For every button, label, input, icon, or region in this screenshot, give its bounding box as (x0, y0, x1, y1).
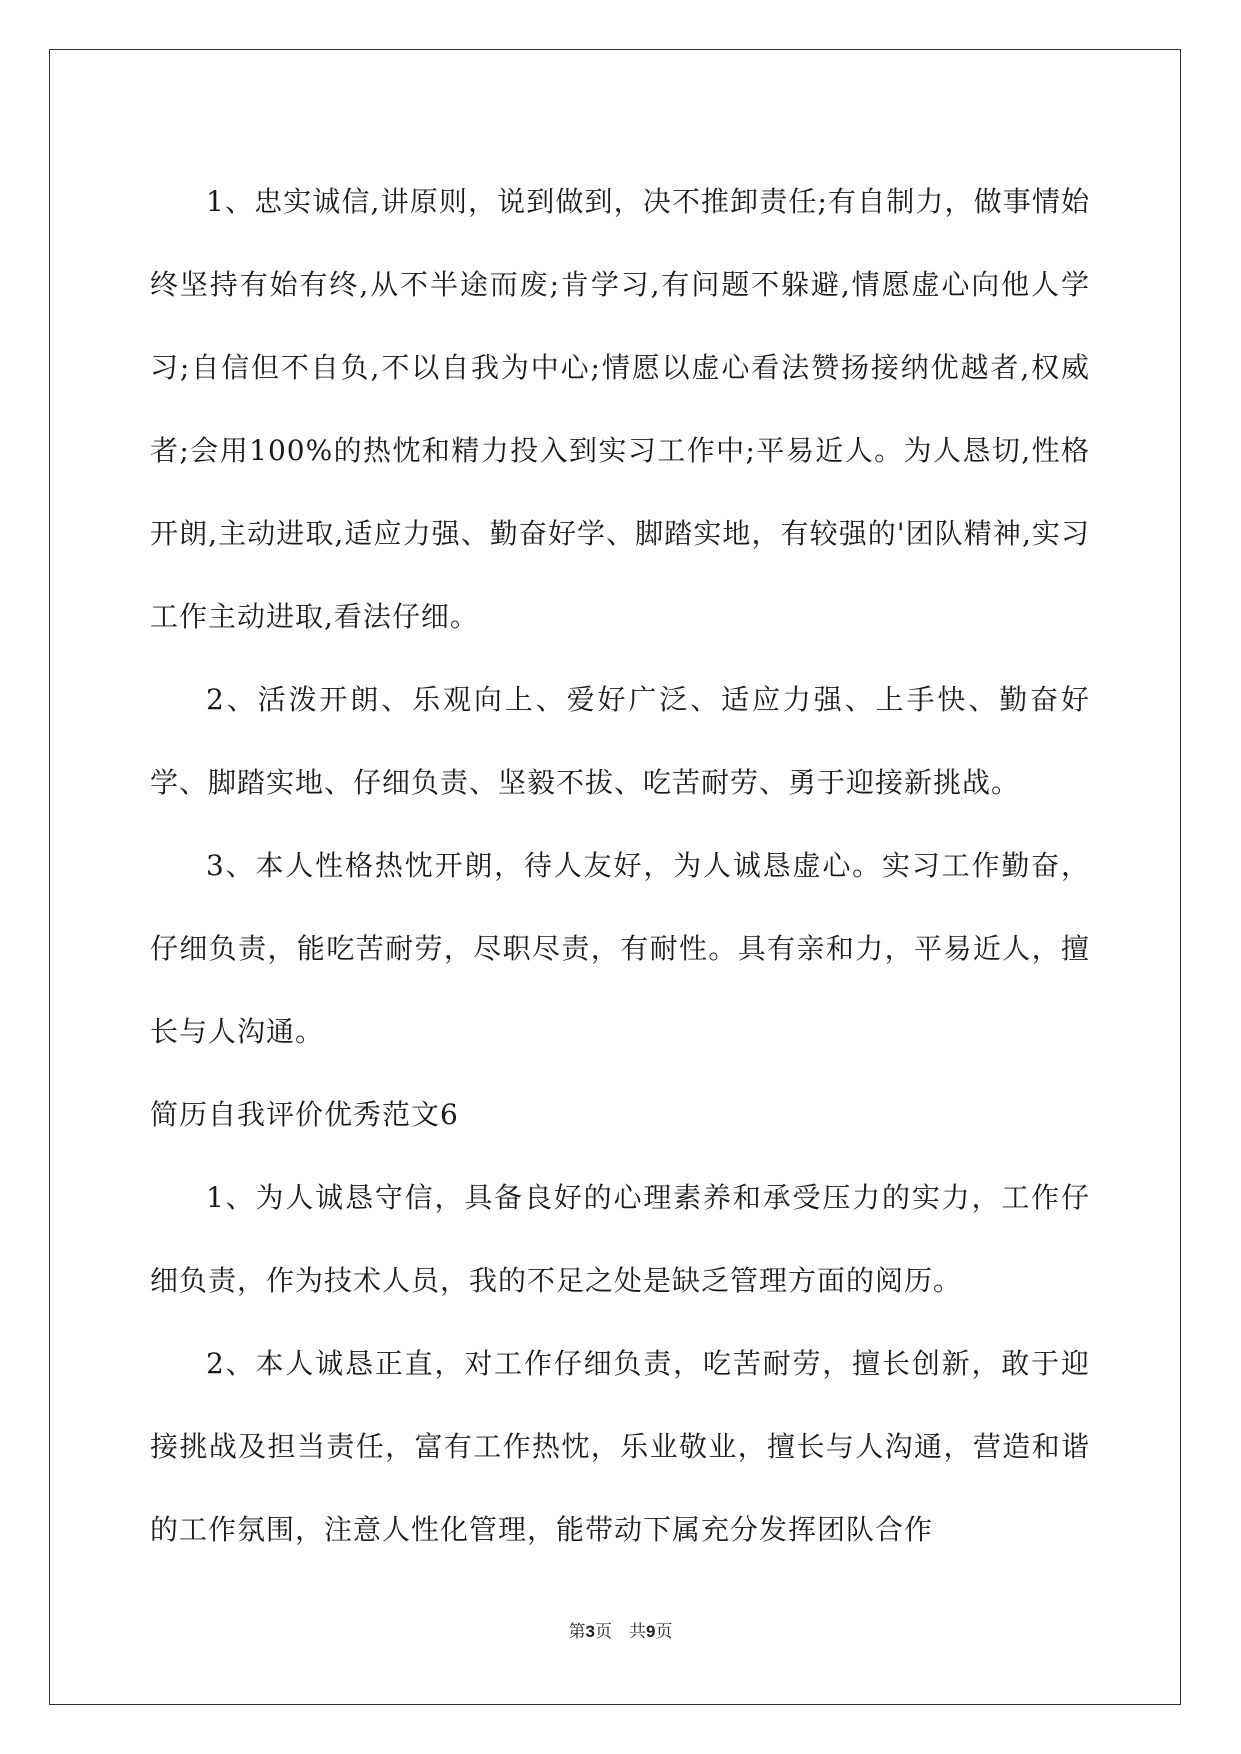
total-pages-number: 9 (646, 1622, 656, 1641)
paragraph-5: 2、本人诚恳正直，对工作仔细负责，吃苦耐劳，擅长创新，敢于迎接挑战及担当责任，富有工作热忱，乐业敬业，擅长与人沟通，营造和谐的工作氛围，注意人性化管理，能带动下属充分发挥团队合作 (150, 1347, 1090, 1546)
footer-mid: 页 共 (595, 1622, 646, 1642)
paragraph-2: 2、活泼开朗、乐观向上、爱好广泛、适应力强、上手快、勤奋好学、脚踏实地、仔细负责、坚毅不拔、吃苦耐劳、勇于迎接新挑战。 (150, 683, 1090, 799)
current-page-number: 3 (585, 1622, 595, 1641)
page-footer (0, 1617, 1241, 1642)
paragraph-1: 1、忠实诚信,讲原则，说到做到，决不推卸责任;有自制力，做事情始终坚持有始有终,从不半途而废;肯学习,有问题不躲避,情愿虚心向他人学习;自信但不自负,不以自我为中心;情愿以虚心看法赞扬接纳优越者,权威者;会用100%的热忱和精力投入到实习工作中;平易近人。为人恳切,性格开朗,主动进取,适应力强、勤奋好学、脚踏实地，有较强的'团队精神,实习工作主动进取,看法仔细。 (150, 185, 1090, 633)
footer-prefix: 第 (568, 1622, 586, 1642)
paragraph-4: 1、为人诚恳守信，具备良好的心理素养和承受压力的实力，工作仔细负责，作为技术人员，我的不足之处是缺乏管理方面的阅历。 (150, 1181, 1090, 1297)
document-body (150, 160, 1090, 1571)
paragraph-3: 3、本人性格热忱开朗，待人友好，为人诚恳虚心。实习工作勤奋，仔细负责，能吃苦耐劳，尽职尽责，有耐性。具有亲和力，平易近人，擅长与人沟通。 (150, 849, 1090, 1048)
footer-suffix: 页 (655, 1622, 673, 1642)
section-heading: 简历自我评价优秀范文6 (150, 1098, 459, 1131)
